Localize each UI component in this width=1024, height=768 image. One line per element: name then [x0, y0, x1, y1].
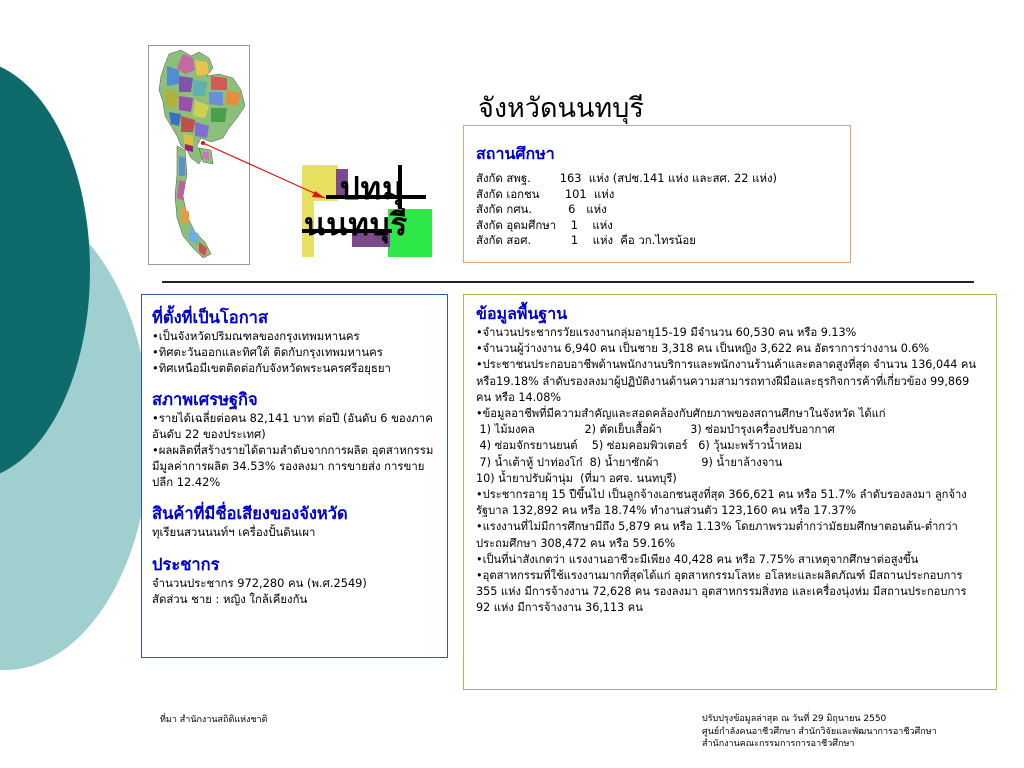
basic-line: •ประชาชนประกอบอาชีพด้านพนักงานบริการและพนักงานร้านค้าและตลาดสูงที่สุด จำนวน 136,044 คน หรือ19.18% ลำดับรองลงมาผู้ปฏิบัติงานด้านความสามารถทางฝีมือและธุรกิจการค้าที่เกี่ยวข้อง 99,869 คน หรือ 14.08% — [476, 358, 977, 404]
basic-line: •ประชากรอายุ 15 ปีขึ้นไป เป็นลูกจ้างเอกชนสูงที่สุด 366,621 คน หรือ 51.7% ลำดับรองลงมา ลูกจ้างรัฐบาล 132,892 คน หรือ 18.74% ทำงานส่วนตัว 123,160 คน หรือ 17.37% — [476, 488, 967, 518]
basic-line: •อุตสาหกรรมที่ใช้แรงงานมากที่สุดได้แก่ อุตสาหกรรมโลหะ อโลหะและผลิตภัณฑ์ มีสถานประกอบการ 355 แห่ง มีการจ้างงาน 72,628 คน รองลงมา อุตสาหกรรมสิ่งทอ และเครื่องนุ่งห่ม มีสถานประกอบการ 92 แห่ง มีการจ้างงาน 36,113 คน — [476, 569, 967, 615]
education-line: สังกัด อุดมศึกษา 1 แห่ง — [476, 217, 613, 232]
education-line: สังกัด เอกชน 101 แห่ง — [476, 186, 615, 201]
economy-line: •รายได้เฉลี่ยต่อคน 82,141 บาท ต่อปี (อันดับ 6 ของภาค อันดับ 22 ของประเทศ) — [152, 411, 433, 442]
basic-line: •เป็นที่น่าสังเกตว่า แรงงานอาชีวะมีเพียง 40,428 คน หรือ 7.75% สาเหตุจากศึกษาต่อสูงขึ้น — [476, 552, 919, 566]
update-line: สำนักงานคณะกรรมการการอาชีวศึกษา — [702, 739, 855, 749]
basic-line: •ข้อมูลอาชีพที่มีความสำคัญและสอดคล้องกับศักยภาพของสถานศึกษาในจังหวัด ได้แก่ — [476, 407, 886, 421]
education-line: สังกัด สพฐ. 163 แห่ง (สปช.141 แห่ง และสศ. 22 แห่ง) — [476, 171, 777, 185]
province-zoom-map — [302, 165, 432, 257]
basic-line: •จำนวนผู้ว่างงาน 6,940 คน เป็นชาย 3,318 คน เป็นหญิง 3,622 คน อัตราการว่างงาน 0.6% — [476, 342, 930, 356]
opportunity-line: •ทิศตะวันออกและทิศใต้ ติดกับกรุงเทพมหานคร — [152, 344, 383, 359]
zoom-label-bottom: นนทบุรี — [304, 207, 409, 243]
basic-line: •แรงงานที่ไม่มีการศึกษามีถึง 5,879 คน หรือ 1.13% โดยภาพรวมต่ำกว่ามัธยมศึกษาตอนต้น-ต่ำกว่าประถมศึกษา 308,472 คน หรือ 59.16% — [476, 520, 958, 550]
update-line: ศูนย์กำลังคนอาชีวศึกษา สำนักวิจัยและพัฒนาการอาชีวศึกษา — [702, 726, 937, 737]
economy-heading: สภาพเศรษฐกิจ — [152, 390, 258, 410]
source-note: ที่มา สำนักงานสถิติแห่งชาติ — [160, 715, 268, 725]
update-note — [702, 713, 937, 751]
population-heading: ประชากร — [152, 555, 220, 575]
update-line: ปรับปรุงข้อมูลล่าสุด ณ วันที่ 29 มิถุนายน 2550 — [702, 714, 887, 724]
thailand-map — [148, 45, 250, 265]
education-box — [463, 125, 851, 263]
products-line: ทุเรียนสวนนนท์ฯ เครื่องปั้นดินเผา — [152, 525, 316, 540]
basic-info-box — [463, 294, 997, 690]
basic-line: 1) ไม้มงคล 2) ตัดเย็บเสื้อผ้า 3) ซ่อมบำรุงเครื่องปรับอากาศ — [476, 423, 835, 437]
location-economy-box — [141, 294, 448, 658]
basic-line: 7) น้ำเต้าหู้ ปาท่องโก๋ 8) น้ำยาซักผ้า 9) น้ำยาล้างจาน — [476, 455, 783, 469]
education-line: สังกัด กศน. 6 แห่ง — [476, 202, 607, 216]
population-line: จำนวนประชากร 972,280 คน (พ.ศ.2549) — [152, 576, 367, 591]
education-line: สังกัด สอศ. 1 แห่ง คือ วก.ไทรน้อย — [476, 233, 696, 247]
basic-heading: ข้อมูลพื้นฐาน — [476, 304, 568, 323]
education-heading: สถานศึกษา — [476, 144, 555, 163]
zoom-label-top: ปทมุ — [340, 171, 404, 207]
products-heading: สินค้าที่มีชื่อเสียงของจังหวัด — [152, 504, 348, 524]
divider — [162, 281, 974, 283]
opportunity-line: •เป็นจังหวัดปริมณฑลของกรุงเทพมหานคร — [152, 329, 360, 343]
population-line: สัดส่วน ชาย : หญิง ใกล้เคียงกัน — [152, 591, 308, 606]
opportunity-heading: ที่ตั้งที่เป็นโอกาส — [152, 308, 269, 327]
basic-line: 4) ซ่อมจักรยานยนต์ 5) ซ่อมคอมพิวเตอร์ 6) วุ้นมะพร้าวน้ำหอม — [476, 439, 802, 453]
basic-line: •จำนวนประชากรวัยแรงงานกลุ่มอายุ15-19 มีจำนวน 60,530 คน หรือ 9.13% — [476, 326, 857, 339]
opportunity-line: •ทิศเหนือมีเขตติดต่อกับจังหวัดพระนครศรีอยุธยา — [152, 360, 391, 375]
page-title: จังหวัดนนทบุรี — [478, 93, 644, 124]
economy-line: •ผลผลิตที่สร้างรายได้ตามลำดับจากการผลิต อุตสาหกรรม มีมูลค่าการผลิต 34.53% รองลงมา การขายส่ง การขายปลีก 12.42% — [152, 442, 434, 489]
basic-line: 10) น้ำยาปรับผ้านุ่ม (ที่มา อศจ. นนทบุรี) — [476, 471, 677, 485]
